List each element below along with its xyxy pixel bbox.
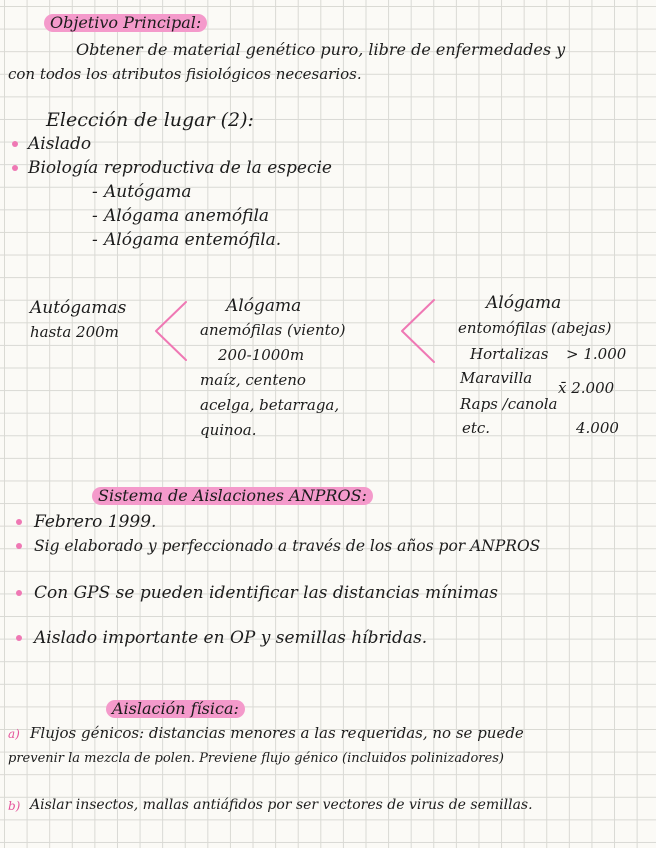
entomofilas-row-label: Hortalizas bbox=[470, 345, 549, 363]
entomofilas-row-label: etc. bbox=[462, 419, 491, 437]
sistema-heading: Sistema de Aislaciones ANPROS: bbox=[92, 487, 373, 505]
sistema-item-gps: Con GPS se pueden identificar las distancias mínimas bbox=[34, 583, 498, 603]
objetivo-line-2: con todos los atributos fisiológicos necesarios. bbox=[8, 65, 362, 83]
anemofilas-subtitle: anemófilas (viento) bbox=[200, 321, 346, 339]
entomofilas-row-value: x̄ 2.000 bbox=[558, 379, 615, 397]
aislacion-b-line-1: Aislar insectos, mallas antiáfidos por ser vectores de virus de semillas. bbox=[30, 797, 533, 813]
objetivo-line-1: Obtener de material genético puro, libre de enfermedades y bbox=[76, 40, 566, 59]
anemofilas-title: Alógama bbox=[226, 296, 302, 316]
aislacion-a-line-2: prevenir la mezcla de polen. Previene flujo génico (incluidos polinizadores) bbox=[8, 751, 504, 766]
anemofilas-example-1: maíz, centeno bbox=[200, 371, 306, 389]
entomofilas-title: Alógama bbox=[486, 293, 562, 313]
eleccion-item-biologia: Biología reproductiva de la especie bbox=[28, 158, 332, 178]
bullet-icon bbox=[16, 543, 22, 549]
autogamas-distance: hasta 200m bbox=[30, 323, 119, 341]
subitem-alogama-anemofila: Alógama anemófila bbox=[104, 206, 270, 226]
aislacion-a-line-1: Flujos génicos: distancias menores a las requeridas, no se puede bbox=[30, 724, 524, 742]
subitem-autogama: Autógama bbox=[104, 182, 192, 202]
item-marker-b: b) bbox=[8, 799, 21, 813]
bullet-icon bbox=[16, 519, 22, 525]
anemofilas-example-3: quinoa. bbox=[200, 421, 257, 439]
subitem-alogama-entemofila: Alógama entemófila. bbox=[104, 230, 282, 250]
anemofilas-example-2: acelga, betarraga, bbox=[200, 396, 340, 414]
sistema-item-fecha: Febrero 1999. bbox=[34, 512, 157, 532]
entomofilas-row-label: Raps /canola bbox=[460, 395, 558, 413]
less-than-arrow-icon bbox=[396, 298, 438, 364]
item-marker-a: a) bbox=[8, 727, 20, 741]
bullet-icon bbox=[12, 165, 18, 171]
entomofilas-row-label: Maravilla bbox=[460, 369, 533, 387]
anemofilas-distance: 200-1000m bbox=[218, 346, 305, 364]
objetivo-heading: Objetivo Principal: bbox=[44, 14, 207, 32]
dash-icon: - bbox=[92, 230, 98, 250]
entomofilas-subtitle: entomófilas (abejas) bbox=[458, 319, 612, 337]
sistema-item-elaborado: Sig elaborado y perfeccionado a través de los años por ANPROS bbox=[34, 537, 541, 555]
less-than-arrow-icon bbox=[150, 300, 190, 362]
entomofilas-row-value: > 1.000 bbox=[566, 345, 627, 363]
bullet-icon bbox=[16, 635, 22, 641]
entomofilas-row-value: 4.000 bbox=[576, 419, 619, 437]
sistema-item-aislado: Aislado importante en OP y semillas híbridas. bbox=[34, 628, 428, 648]
aislacion-heading: Aislación física: bbox=[106, 700, 245, 718]
bullet-icon bbox=[16, 590, 22, 596]
autogamas-label: Autógamas bbox=[30, 298, 127, 318]
dash-icon: - bbox=[92, 182, 98, 202]
dash-icon: - bbox=[92, 206, 98, 226]
bullet-icon bbox=[12, 141, 18, 147]
eleccion-heading: Elección de lugar (2): bbox=[46, 109, 254, 131]
eleccion-item-aislado: Aislado bbox=[28, 134, 92, 154]
